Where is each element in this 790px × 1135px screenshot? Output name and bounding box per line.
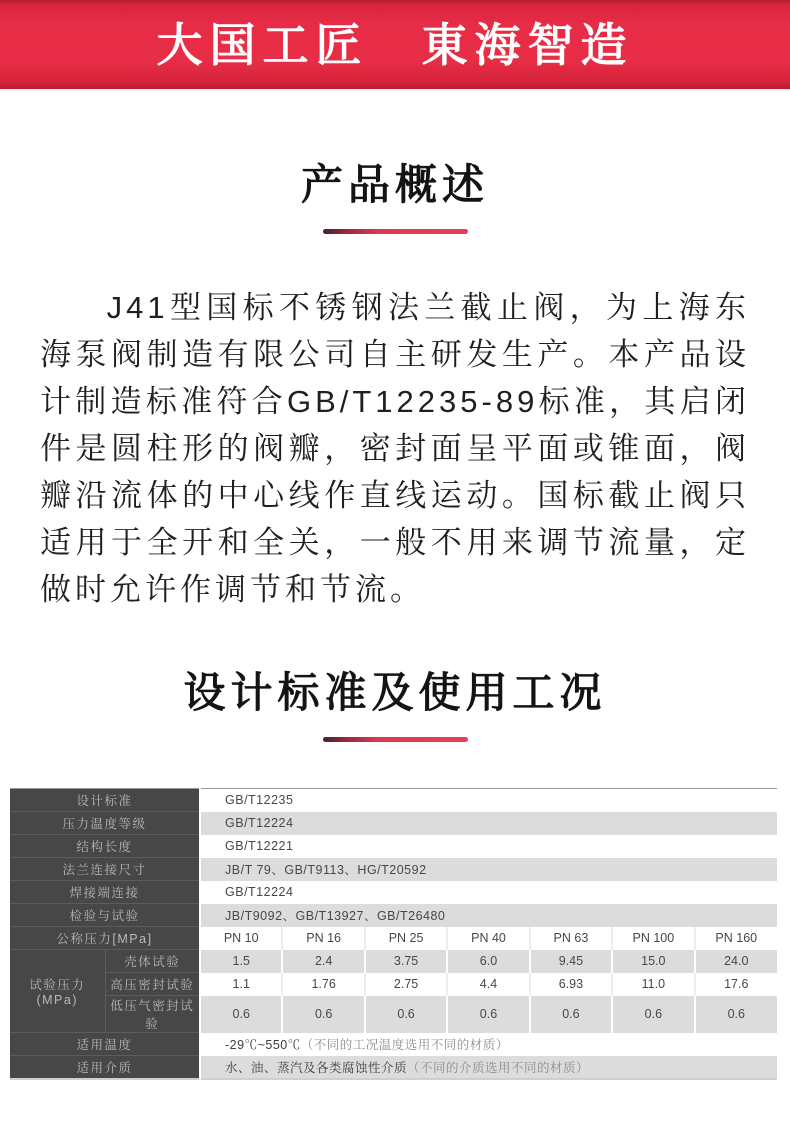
table-row [10,881,777,904]
medium-value: 水、油、蒸汽及各类腐蚀性介质 [225,1060,408,1075]
test-value: 0.6 [200,996,282,1033]
table-row [10,858,777,881]
spec-row-label: 压力温度等级 [10,812,200,835]
table-row [10,1033,777,1056]
test-value: 2.4 [282,950,364,973]
table-row [10,835,777,858]
spec-row-value [200,1033,777,1056]
pn-column-header: PN 10 [200,927,282,950]
test-value: 0.6 [612,996,694,1033]
test-row-label: 低压气密封试验 [105,996,200,1033]
test-value: 24.0 [695,950,777,973]
test-value: 1.5 [200,950,282,973]
test-pressure-row [10,950,777,973]
temperature-note: （不同的工况温度选用不同的材质） [300,1038,509,1053]
test-value: 6.0 [447,950,529,973]
spec-row-value: GB/T12224 [200,881,777,904]
pn-column-header: PN 16 [282,927,364,950]
test-value: 0.6 [695,996,777,1033]
banner-slogan: 大国工匠 東海智造 [156,18,634,71]
test-value: 9.45 [530,950,612,973]
spec-row-label: 结构长度 [10,835,200,858]
spec-row-label: 适用温度 [10,1033,200,1056]
spec-row-label: 设计标准 [10,789,200,812]
pn-column-header: PN 100 [612,927,694,950]
spec-row-label: 适用介质 [10,1056,200,1079]
table-row [10,1056,777,1079]
test-value: 0.6 [530,996,612,1033]
test-value: 17.6 [695,973,777,996]
spec-row-label: 法兰连接尺寸 [10,858,200,881]
test-value: 0.6 [365,996,447,1033]
test-value: 0.6 [282,996,364,1033]
pn-column-header: PN 63 [530,927,612,950]
nominal-pressure-row [10,927,777,950]
top-banner [0,0,790,91]
spec-table-container [10,788,790,1080]
overview-section-title: 产品概述 [300,161,489,208]
pn-column-header: PN 40 [447,927,529,950]
test-value: 0.6 [447,996,529,1033]
specs-section-title: 设计标准及使用工况 [183,669,607,717]
test-value: 1.76 [282,973,364,996]
test-pressure-row [10,973,777,996]
test-value: 15.0 [612,950,694,973]
test-value: 6.93 [530,973,612,996]
test-value: 1.1 [200,973,282,996]
table-row [10,904,777,927]
temperature-value: -29℃~550℃ [225,1038,301,1053]
spec-row-value: GB/T12224 [200,812,777,835]
spec-row-value: JB/T9092、GB/T13927、GB/T26480 [200,904,777,927]
medium-note: （不同的介质选用不同的材质） [407,1060,590,1075]
spec-row-value: GB/T12235 [200,789,777,812]
table-row [10,789,777,812]
title-underline-decoration [323,229,468,234]
test-value: 11.0 [612,973,694,996]
spec-row-value [200,1056,777,1079]
spec-table [10,788,777,1080]
spec-row-value: JB/T 79、GB/T9113、HG/T20592 [200,858,777,881]
pn-column-header: PN 160 [695,927,777,950]
pn-column-header: PN 25 [365,927,447,950]
table-row [10,812,777,835]
test-pressure-row [10,996,777,1033]
overview-paragraph: J41型国标不锈钢法兰截止阀，为上海东海泵阀制造有限公司自主研发生产。本产品设计制造标准符合GB/T12235-89标准，其启闭件是圆柱形的阀瓣，密封面呈平面或锥面，阀瓣沿流体的中心线作直线运动。国标截止阀只适用于全开和全关，一般不用来调节流量，定做时允许作调节和节流。 [40,290,750,608]
test-pressure-group-label: 试验压力(MPa) [10,950,105,1033]
test-row-label: 高压密封试验 [105,973,200,996]
title-underline-decoration [323,737,468,742]
test-row-label: 壳体试验 [105,950,200,973]
spec-row-label: 检验与试验 [10,904,200,927]
test-value: 4.4 [447,973,529,996]
spec-row-label: 焊接端连接 [10,881,200,904]
spec-row-label: 公称压力[MPa] [10,927,200,950]
test-value: 3.75 [365,950,447,973]
test-value: 2.75 [365,973,447,996]
spec-row-value: GB/T12221 [200,835,777,858]
